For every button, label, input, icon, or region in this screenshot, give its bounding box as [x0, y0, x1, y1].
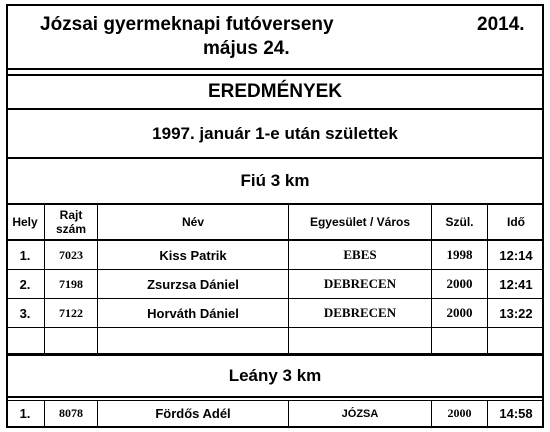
col-divider	[431, 400, 432, 426]
row-time: 14:58	[499, 406, 533, 421]
col-header-bib-line1: Rajt	[59, 208, 83, 222]
row-club: EBES	[343, 247, 377, 262]
col-header-name: Név	[181, 215, 204, 229]
row-name: Kiss Patrik	[159, 247, 227, 263]
rule	[6, 327, 544, 328]
row-time: 13:22	[499, 305, 533, 321]
row-club: JÓZSA	[341, 407, 379, 420]
col-divider	[44, 400, 45, 426]
col-divider	[487, 205, 488, 354]
col-header-bib-line2: szám	[55, 222, 87, 236]
results-sheet	[6, 4, 544, 428]
row-place: 1.	[19, 406, 31, 421]
col-divider	[97, 205, 98, 354]
row-club: DEBRECEN	[323, 305, 397, 320]
event-date: május 24.	[203, 38, 290, 59]
rule	[6, 396, 544, 398]
event-year: 2014.	[477, 14, 525, 35]
col-divider	[288, 205, 289, 354]
col-header-birth: Szül.	[445, 215, 474, 229]
row-bib: 7198	[59, 276, 83, 291]
event-title: Józsai gyermeknapi futóverseny	[40, 14, 334, 35]
col-header-club: Egyesület / Város	[309, 215, 411, 229]
section-title-boys: Fiú 3 km	[240, 171, 310, 190]
col-divider	[97, 400, 98, 426]
col-divider	[487, 400, 488, 426]
row-bib: 7023	[59, 247, 83, 262]
row-place: 2.	[19, 276, 31, 292]
row-place: 3.	[19, 305, 31, 321]
col-divider	[44, 205, 45, 354]
row-name: Horváth Dániel	[147, 305, 239, 321]
row-bib: 7122	[59, 305, 83, 320]
row-name: Zsurzsa Dániel	[147, 276, 239, 292]
row-time: 12:41	[499, 276, 533, 292]
row-birth: 1998	[446, 247, 473, 262]
col-divider	[431, 205, 432, 354]
rule	[6, 68, 544, 70]
row-name: Fördős Adél	[155, 406, 231, 421]
row-birth: 2000	[446, 276, 473, 291]
col-header-time: Idő	[507, 215, 525, 229]
row-birth: 2000	[446, 305, 473, 320]
col-header-bib	[45, 205, 97, 239]
row-birth: 2000	[447, 406, 472, 420]
row-place: 1.	[19, 247, 31, 263]
category-title: 1997. január 1-e után születtek	[152, 123, 398, 143]
col-divider	[288, 400, 289, 426]
results-title: EREDMÉNYEK	[207, 81, 343, 102]
section-title-girls: Leány 3 km	[228, 366, 322, 385]
row-time: 12:14	[499, 247, 533, 263]
row-bib: 8078	[59, 406, 83, 420]
col-header-place: Hely	[12, 215, 38, 229]
row-club: DEBRECEN	[323, 276, 397, 291]
